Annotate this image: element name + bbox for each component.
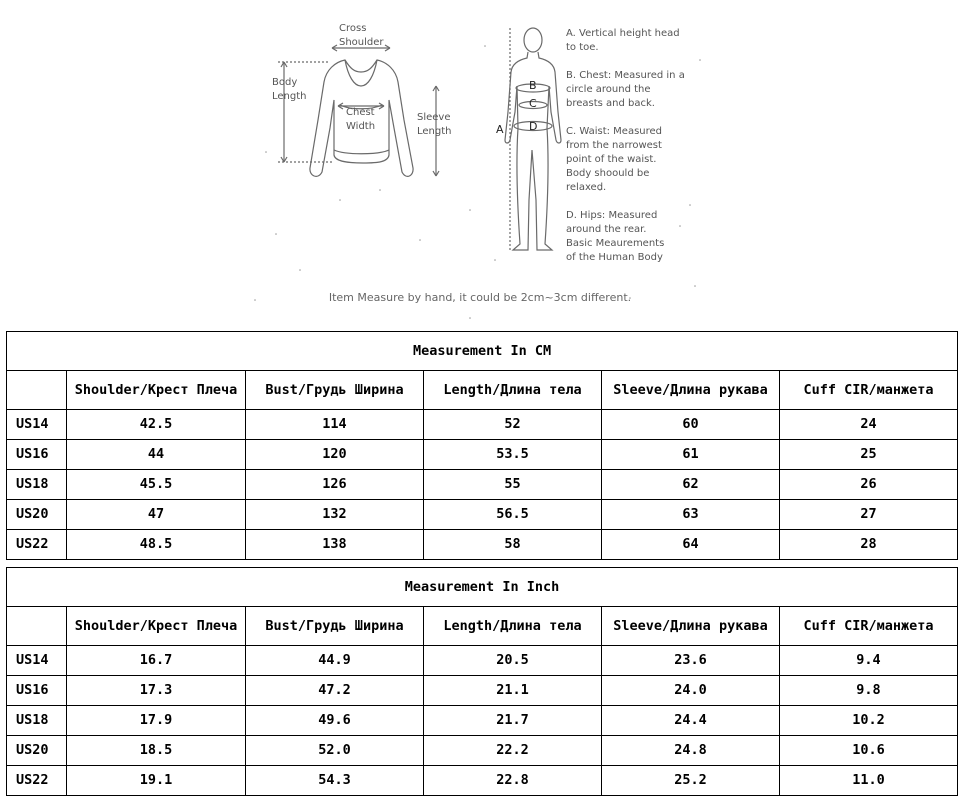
value-cell: 52.0	[246, 736, 424, 766]
measurement-illustration	[0, 0, 962, 328]
size-cell: US22	[7, 766, 67, 796]
size-cell: US14	[7, 646, 67, 676]
header-cell: Length/Длина тела	[424, 371, 602, 410]
value-cell: 18.5	[67, 736, 246, 766]
table-row	[7, 440, 958, 470]
measurement-note: Item Measure by hand, it could be 2cm~3cm different.	[328, 291, 632, 304]
value-cell: 120	[246, 440, 424, 470]
header-cell: Cuff CIR/манжета	[780, 607, 958, 646]
definition-d: D. Hips: Measured around the rear. Basic Meaurements of the Human Body	[566, 210, 665, 263]
header-cell: Cuff CIR/манжета	[780, 371, 958, 410]
size-cell: US16	[7, 440, 67, 470]
table-row	[7, 766, 958, 796]
value-cell: 10.2	[780, 706, 958, 736]
header-cell: Sleeve/Длина рукава	[602, 607, 780, 646]
definition-b: B. Chest: Measured in a circle around the breasts and back.	[566, 70, 685, 109]
table-row	[7, 410, 958, 440]
sleeve-length-label: Sleeve Length	[417, 112, 452, 137]
value-cell: 26	[780, 470, 958, 500]
size-cell: US18	[7, 706, 67, 736]
value-cell: 9.4	[780, 646, 958, 676]
value-cell: 24.4	[602, 706, 780, 736]
header-cell: Length/Длина тела	[424, 607, 602, 646]
table-row	[7, 736, 958, 766]
value-cell: 126	[246, 470, 424, 500]
body-length-label: Body Length	[272, 77, 307, 102]
value-cell: 19.1	[67, 766, 246, 796]
value-cell: 17.3	[67, 676, 246, 706]
value-cell: 138	[246, 530, 424, 560]
value-cell: 24.0	[602, 676, 780, 706]
size-cell: US22	[7, 530, 67, 560]
figure-letter-b: B	[529, 79, 537, 92]
value-cell: 60	[602, 410, 780, 440]
size-cell: US20	[7, 736, 67, 766]
table-cm	[6, 331, 958, 560]
value-cell: 27	[780, 500, 958, 530]
value-cell: 28	[780, 530, 958, 560]
value-cell: 132	[246, 500, 424, 530]
value-cell: 20.5	[424, 646, 602, 676]
table-row	[7, 646, 958, 676]
value-cell: 24.8	[602, 736, 780, 766]
value-cell: 114	[246, 410, 424, 440]
value-cell: 24	[780, 410, 958, 440]
value-cell: 21.1	[424, 676, 602, 706]
value-cell: 54.3	[246, 766, 424, 796]
table-row	[7, 500, 958, 530]
value-cell: 9.8	[780, 676, 958, 706]
value-cell: 22.2	[424, 736, 602, 766]
value-cell: 64	[602, 530, 780, 560]
table-inch-title: Measurement In Inch	[7, 568, 958, 607]
figure-letter-a: A	[496, 123, 504, 136]
table-row	[7, 706, 958, 736]
figure-letter-c: C	[529, 97, 537, 110]
table-cm-header-row	[7, 371, 958, 410]
definition-c: C. Waist: Measured from the narrowest point of the waist. Body shoould be relaxed.	[566, 126, 663, 193]
value-cell: 23.6	[602, 646, 780, 676]
value-cell: 47	[67, 500, 246, 530]
value-cell: 25.2	[602, 766, 780, 796]
table-inch-header-row	[7, 607, 958, 646]
measurement-diagram	[0, 0, 962, 328]
value-cell: 44.9	[246, 646, 424, 676]
size-cell: US16	[7, 676, 67, 706]
value-cell: 63	[602, 500, 780, 530]
value-cell: 11.0	[780, 766, 958, 796]
value-cell: 49.6	[246, 706, 424, 736]
header-cell: Bust/Грудь Ширина	[246, 607, 424, 646]
table-inch	[6, 567, 958, 796]
header-cell	[7, 607, 67, 646]
size-cell: US14	[7, 410, 67, 440]
value-cell: 56.5	[424, 500, 602, 530]
figure-letter-d: D	[529, 120, 538, 133]
value-cell: 52	[424, 410, 602, 440]
table-row	[7, 676, 958, 706]
value-cell: 17.9	[67, 706, 246, 736]
value-cell: 61	[602, 440, 780, 470]
value-cell: 58	[424, 530, 602, 560]
value-cell: 55	[424, 470, 602, 500]
value-cell: 47.2	[246, 676, 424, 706]
header-cell: Shoulder/Крест Плеча	[67, 607, 246, 646]
chest-width-label: Chest Width	[346, 107, 376, 132]
cross-shoulder-label: Cross Shoulder	[339, 23, 384, 48]
header-cell: Sleeve/Длина рукава	[602, 371, 780, 410]
value-cell: 62	[602, 470, 780, 500]
value-cell: 10.6	[780, 736, 958, 766]
value-cell: 16.7	[67, 646, 246, 676]
value-cell: 25	[780, 440, 958, 470]
table-cm-title: Measurement In CM	[7, 332, 958, 371]
table-row	[7, 530, 958, 560]
header-cell	[7, 371, 67, 410]
value-cell: 44	[67, 440, 246, 470]
header-cell: Shoulder/Крест Плеча	[67, 371, 246, 410]
size-cell: US20	[7, 500, 67, 530]
header-cell: Bust/Грудь Ширина	[246, 371, 424, 410]
value-cell: 22.8	[424, 766, 602, 796]
value-cell: 53.5	[424, 440, 602, 470]
value-cell: 45.5	[67, 470, 246, 500]
definition-a: A. Vertical height head to toe.	[566, 28, 680, 53]
value-cell: 42.5	[67, 410, 246, 440]
size-cell: US18	[7, 470, 67, 500]
value-cell: 48.5	[67, 530, 246, 560]
value-cell: 21.7	[424, 706, 602, 736]
table-row	[7, 470, 958, 500]
